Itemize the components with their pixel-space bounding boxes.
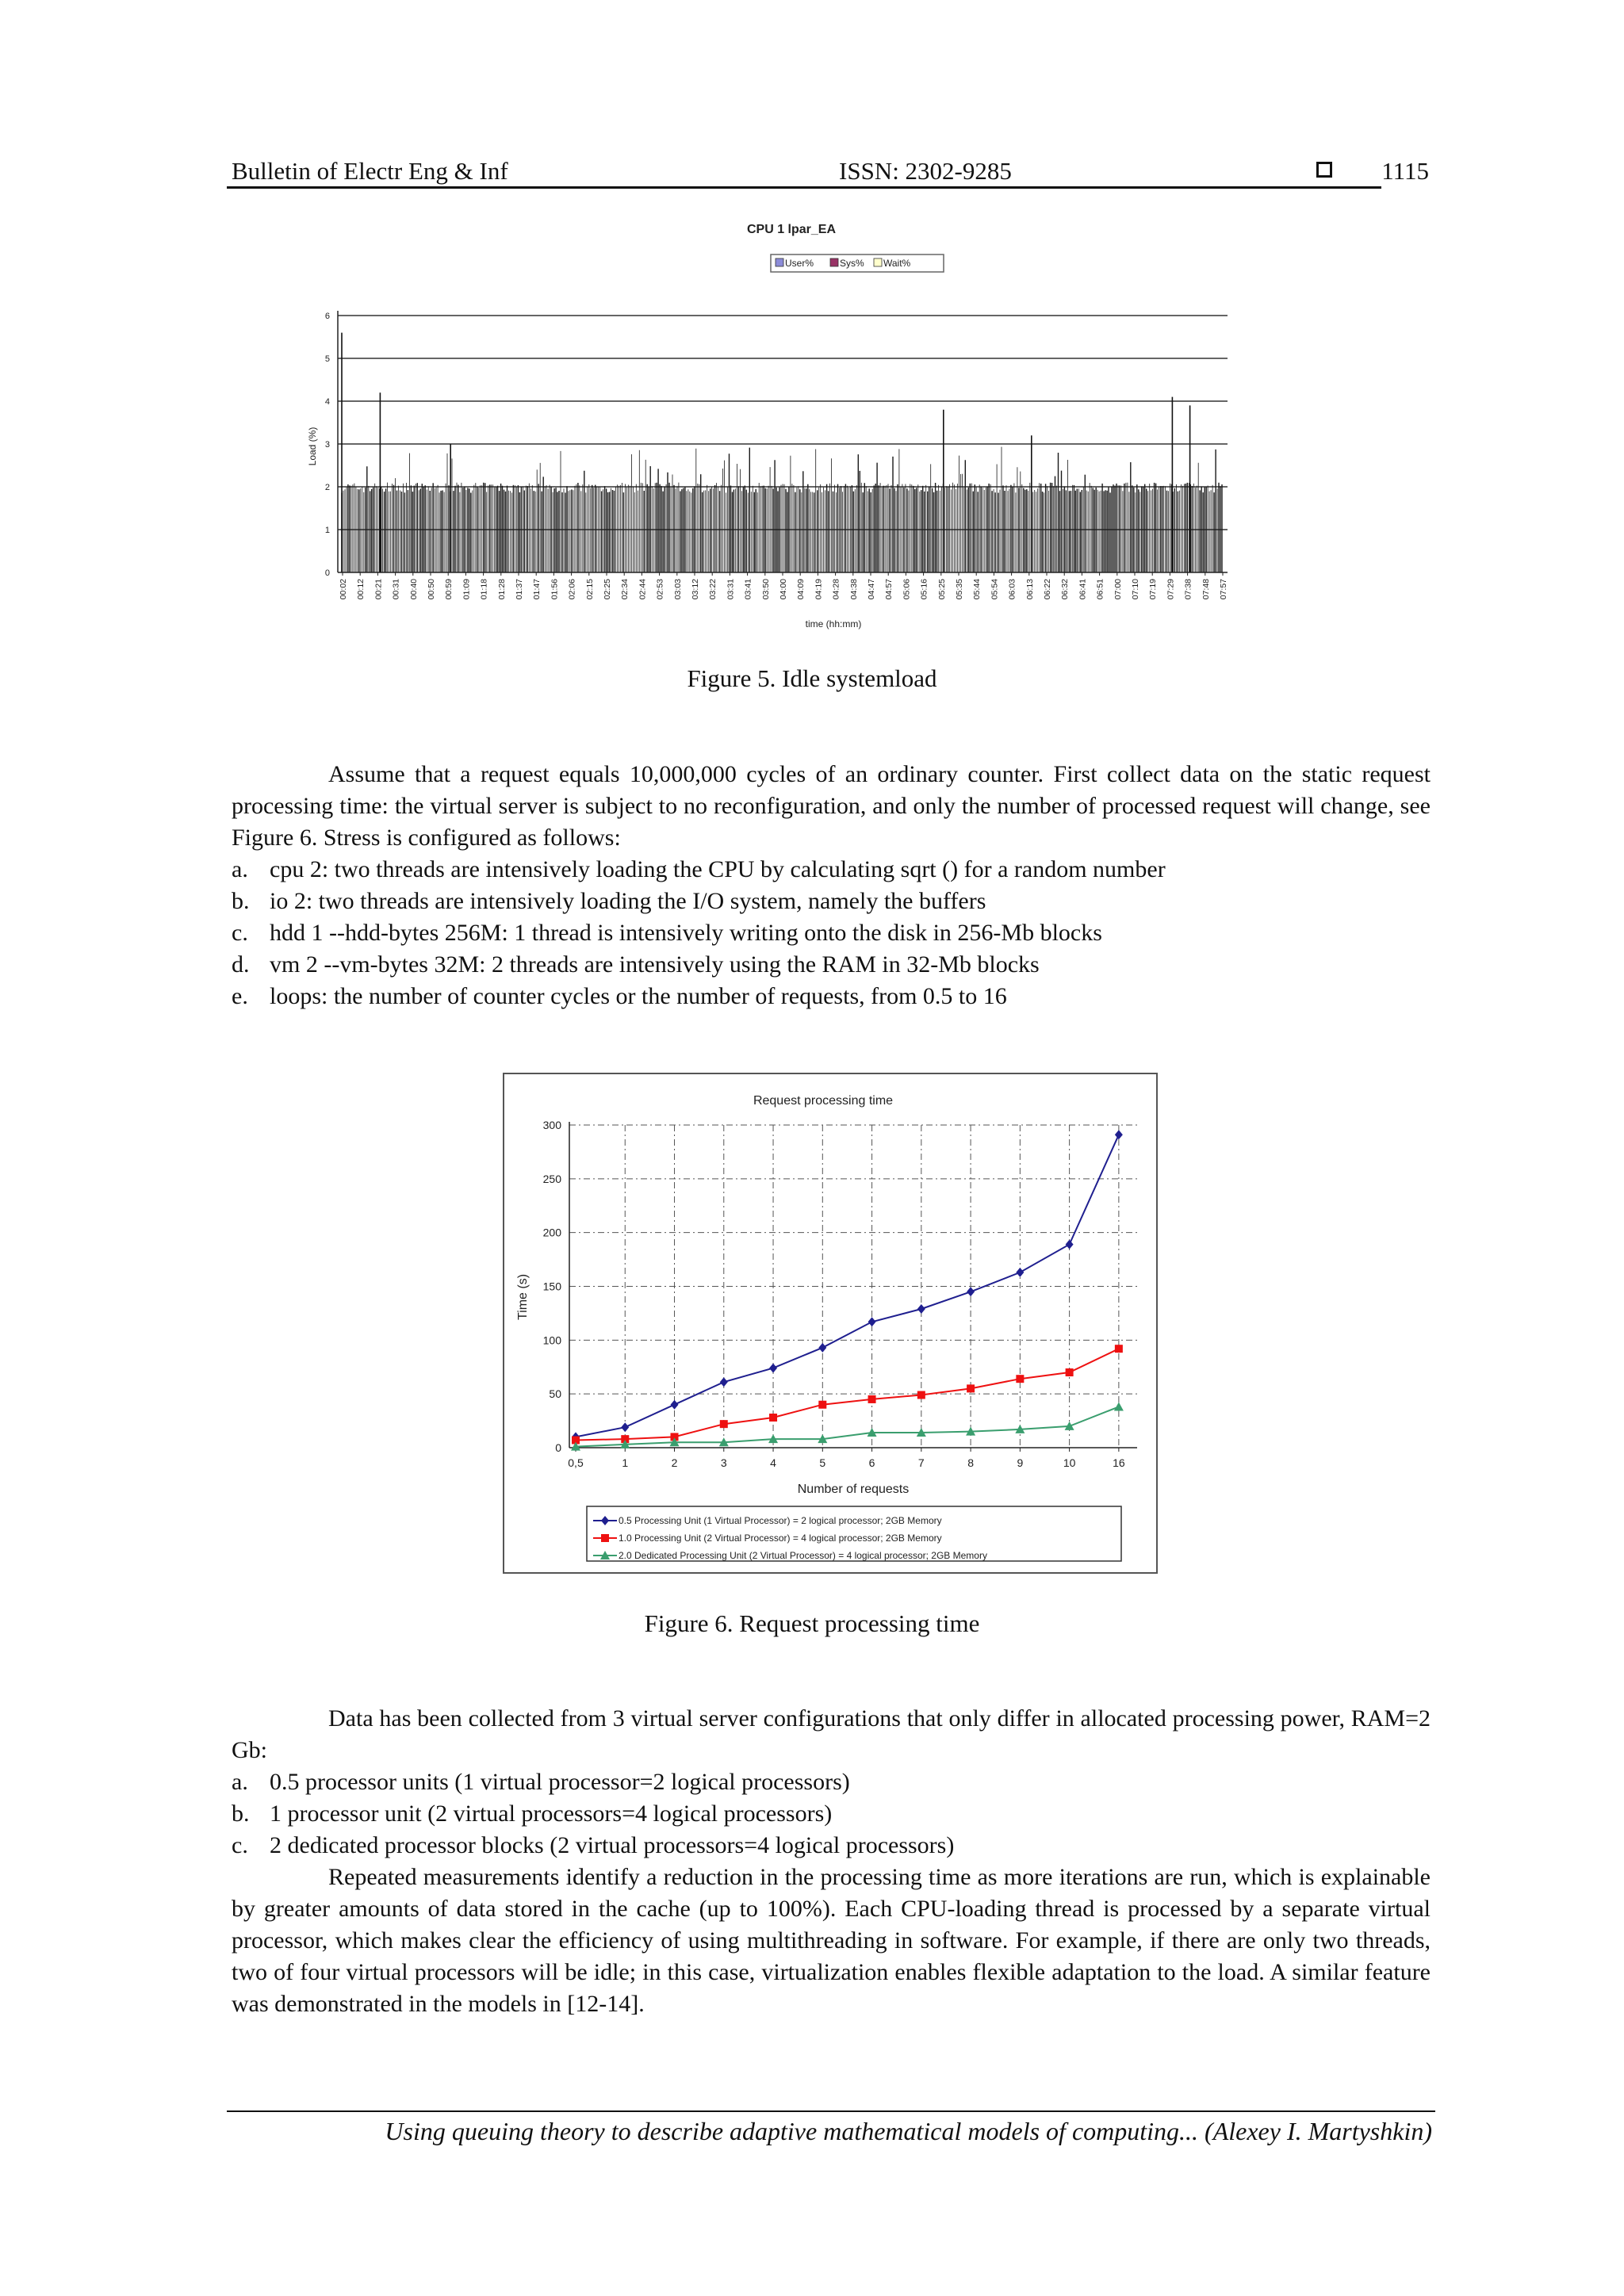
x-axis-label: time (hh:mm)	[805, 618, 862, 629]
data-point	[720, 1420, 728, 1428]
paragraph: Assume that a request equals 10,000,000 cycles of an ordinary counter. First collect data on the static request processing time: the virtual server is subject to no reconfiguration, and only the number of processed request will change, see Figure 6. Stress is configured as follows:	[232, 761, 1431, 851]
x-tick-label: 10	[1063, 1456, 1076, 1469]
issn: ISSN: 2302-9285	[839, 157, 1012, 185]
paragraph: Repeated measurements identify a reduction in the processing time as more iterations are run, which is explainable by greater amounts of data stored in the cache (up to 100%). Each CPU-loading thread is processed by a separate virtual processor, which makes clear the efficiency of using multithreading in software. For example, if there are only two threads, two of four virtual processors will be idle; in this case, virtualization enables flexible adaptation to the load. A similar feature was demonstrated in the models in [12-14].	[232, 1864, 1431, 2017]
x-tick-label: 03:31	[726, 579, 736, 600]
x-tick-label: 00:31	[391, 579, 401, 600]
figure-6-caption: Figure 6. Request processing time	[644, 1609, 980, 1637]
x-tick-label: 02:53	[655, 579, 665, 600]
x-tick-label: 07:19	[1148, 579, 1159, 600]
x-tick-label: 00:50	[427, 579, 436, 600]
legend-label: 2.0 Dedicated Processing Unit (2 Virtual Processor) = 4 logical processor; 2GB Memory	[619, 1550, 987, 1561]
x-tick-label: 07:48	[1201, 579, 1211, 600]
body-section-1	[232, 759, 1431, 1012]
journal-title: Bulletin of Electr Eng & Inf	[232, 157, 508, 185]
list-text: 2 dedicated processor blocks (2 virtual processors=4 logical processors)	[270, 1832, 955, 1858]
x-tick-label: 00:59	[444, 579, 454, 600]
x-tick-label: 3	[720, 1456, 727, 1469]
body-section-2	[232, 1703, 1431, 2020]
y-axis-label: Load (%)	[307, 427, 318, 466]
x-tick-label: 04:28	[831, 579, 841, 600]
x-tick-label: 16	[1113, 1456, 1125, 1469]
x-tick-label: 6	[868, 1456, 875, 1469]
y-axis-label: Time (s)	[516, 1273, 530, 1321]
y-tick-label: 6	[324, 312, 330, 321]
x-axis-label: Number of requests	[797, 1483, 910, 1496]
list-text: vm 2 --vm-bytes 32M: 2 threads are intensively using the RAM in 32-Mb blocks	[270, 951, 1040, 978]
data-point	[1016, 1375, 1024, 1383]
x-tick-label: 01:09	[462, 579, 472, 600]
x-tick-label: 04:19	[814, 579, 824, 600]
y-tick-label: 2	[324, 483, 330, 492]
x-tick-label: 01:37	[515, 579, 524, 600]
x-tick-label: 01:47	[532, 579, 542, 600]
x-tick-label: 01:28	[496, 579, 507, 600]
x-tick-label: 5	[819, 1456, 826, 1469]
legend-label-user: User%	[785, 258, 814, 269]
x-tick-label: 05:25	[936, 579, 947, 600]
y-tick-label: 0	[555, 1441, 561, 1454]
x-tick-label: 06:22	[1043, 579, 1052, 600]
figure-6-chart	[503, 1073, 1158, 1574]
legend-label: 0.5 Processing Unit (1 Virtual Processor) = 2 logical processor; 2GB Memory	[619, 1515, 942, 1526]
data-point	[1066, 1368, 1074, 1376]
x-tick-label: 05:06	[902, 579, 912, 600]
paragraph: Data has been collected from 3 virtual server configurations that only differ in allocated processing power, RAM=2 Gb:	[232, 1705, 1431, 1763]
x-tick-label: 06:41	[1078, 579, 1088, 600]
x-tick-label: 00:40	[408, 579, 419, 600]
chart-legend	[771, 254, 944, 272]
legend-label-wait: Wait%	[883, 258, 911, 269]
list-item	[232, 886, 1431, 917]
y-tick-label: 150	[542, 1280, 561, 1293]
x-tick-label: 03:22	[708, 579, 718, 600]
list-item	[232, 949, 1431, 981]
legend-marker	[601, 1534, 609, 1542]
x-tick-label: 4	[770, 1456, 776, 1469]
data-point	[1115, 1345, 1123, 1353]
list-item	[232, 981, 1431, 1012]
list-marker: b.	[232, 888, 250, 914]
x-tick-label: 04:57	[884, 579, 894, 600]
x-tick-label: 05:54	[990, 579, 1000, 600]
x-tick-label: 02:34	[620, 579, 630, 600]
y-tick-label: 100	[542, 1334, 561, 1347]
x-tick-label: 2	[671, 1456, 678, 1469]
x-tick-label: 04:00	[779, 579, 788, 600]
stress-config-list	[232, 854, 1431, 1012]
list-text: loops: the number of counter cycles or the number of requests, from 0.5 to 16	[270, 983, 1007, 1009]
page-number: 1115	[1381, 157, 1429, 185]
data-point	[967, 1384, 975, 1392]
y-tick-label: 50	[549, 1387, 561, 1401]
chart-title: Request processing time	[753, 1094, 894, 1108]
list-item	[232, 854, 1431, 886]
x-tick-label: 02:15	[584, 579, 595, 600]
x-tick-label: 00:21	[373, 579, 384, 600]
list-marker: a.	[232, 856, 248, 882]
x-tick-label: 07:10	[1131, 579, 1140, 600]
list-marker: a.	[232, 1769, 248, 1795]
data-point	[868, 1395, 876, 1403]
y-tick-label: 0	[324, 568, 330, 578]
x-tick-label: 03:12	[691, 579, 700, 600]
footer-rule	[227, 2110, 1435, 2112]
list-marker: d.	[232, 951, 250, 978]
data-point	[818, 1401, 826, 1409]
y-tick-label: 250	[542, 1172, 561, 1185]
x-tick-label: 02:06	[567, 579, 577, 600]
figure-5-caption: Figure 5. Idle systemload	[687, 664, 937, 692]
list-item	[232, 917, 1431, 949]
chart-legend	[587, 1506, 1121, 1561]
x-tick-label: 04:47	[867, 579, 876, 600]
list-text: io 2: two threads are intensively loading the I/O system, namely the buffers	[270, 888, 986, 914]
x-tick-label: 7	[917, 1456, 925, 1469]
x-tick-label: 07:38	[1183, 579, 1193, 600]
x-tick-label: 02:25	[603, 579, 612, 600]
x-tick-label: 02:44	[638, 579, 648, 600]
x-tick-label: 06:03	[1007, 579, 1017, 600]
x-tick-label: 01:56	[550, 579, 560, 600]
x-tick-label: 07:57	[1219, 579, 1228, 600]
legend-swatch-sys	[830, 258, 838, 266]
x-tick-label: 07:00	[1113, 579, 1123, 600]
y-tick-label: 3	[324, 440, 330, 450]
figure-5-chart	[293, 214, 1356, 634]
y-tick-label: 300	[542, 1119, 561, 1131]
data-point	[917, 1391, 925, 1399]
x-tick-label: 03:41	[743, 579, 753, 600]
y-tick-label: 1	[324, 526, 330, 535]
x-tick-label: 9	[1017, 1456, 1024, 1469]
legend-label: 1.0 Processing Unit (2 Virtual Processor) = 4 logical processor; 2GB Memory	[619, 1533, 942, 1544]
legend-swatch-wait	[874, 258, 882, 266]
x-tick-label: 03:03	[672, 579, 683, 600]
list-text: hdd 1 --hdd-bytes 256M: 1 thread is intensively writing onto the disk in 256-Mb blocks	[270, 920, 1102, 946]
x-tick-label: 07:29	[1166, 579, 1176, 600]
data-point	[769, 1414, 777, 1422]
list-marker: b.	[232, 1800, 250, 1827]
x-tick-label: 05:16	[919, 579, 929, 600]
y-tick-label: 200	[542, 1226, 561, 1239]
x-tick-label: 00:02	[339, 579, 348, 600]
x-tick-label: 04:09	[796, 579, 806, 600]
x-tick-label: 05:44	[972, 579, 982, 600]
list-marker: e.	[232, 983, 248, 1009]
list-item	[232, 1798, 1431, 1830]
x-tick-label: 03:50	[760, 579, 771, 600]
x-tick-label: 05:35	[955, 579, 964, 600]
y-tick-label: 4	[324, 397, 330, 407]
x-tick-label: 00:12	[356, 579, 366, 600]
box-icon	[1316, 162, 1332, 178]
running-footer: Using queuing theory to describe adaptive mathematical models of computing... (Alexey I. Martyshkin)	[385, 2117, 1432, 2145]
x-tick-label: 06:51	[1095, 579, 1105, 600]
x-tick-label: 06:32	[1060, 579, 1071, 600]
list-item	[232, 1830, 1431, 1862]
chart-title: CPU 1 lpar_EA	[746, 223, 837, 236]
list-marker: c.	[232, 1832, 248, 1858]
list-text: 1 processor unit (2 virtual processors=4 logical processors)	[270, 1800, 833, 1827]
x-tick-label: 8	[967, 1456, 974, 1469]
legend-swatch-user	[776, 258, 783, 266]
x-tick-label: 01:18	[479, 579, 489, 600]
server-config-list	[232, 1766, 1431, 1862]
list-marker: c.	[232, 920, 248, 946]
x-tick-label: 0,5	[568, 1456, 584, 1469]
legend-label-sys: Sys%	[840, 258, 864, 269]
list-item	[232, 1766, 1431, 1798]
header-rule	[227, 186, 1381, 189]
x-tick-label: 1	[622, 1456, 629, 1469]
list-text: 0.5 processor units (1 virtual processor=2 logical processors)	[270, 1769, 850, 1795]
x-tick-label: 04:38	[848, 579, 859, 600]
list-text: cpu 2: two threads are intensively loading the CPU by calculating sqrt () for a random number	[270, 856, 1166, 882]
x-tick-label: 06:13	[1025, 579, 1035, 600]
y-tick-label: 5	[324, 354, 330, 364]
